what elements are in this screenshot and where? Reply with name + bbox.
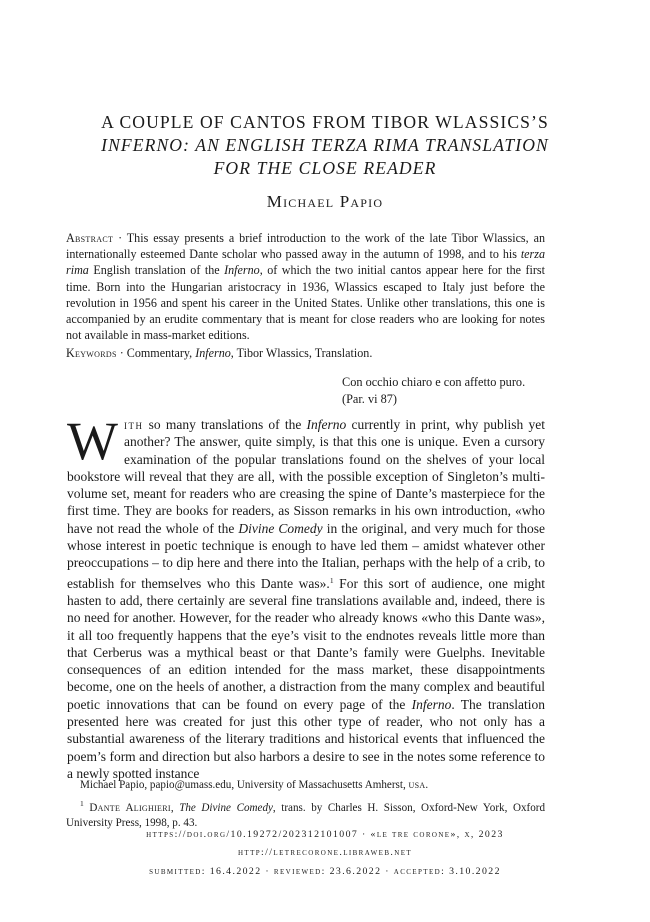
- keywords-label: Keywords: [66, 346, 117, 360]
- body-text: For this sort of audience, one might hasten to add, there certainly are several fine translations available and, indeed, there is no need for another. However, for the reader who already knows «who this Dante was», it all too frequently happens that the eye’s visit to the endnotes reveals little more than that Cerberus was a mythical beast or that Dante’s family were Guelphs. Inevitable consequences of an edition intended for the mass market, these disappointments become, one on the heels of another, a distraction from the many complex and beautiful poetic innovations that can be found on every page of the: [67, 575, 546, 712]
- keywords-separator: ·: [116, 346, 127, 360]
- body-paragraph: [67, 411, 546, 782]
- affiliation-text: Michael Papio, papio@umass.edu, University of Massachusetts Amherst,: [80, 779, 409, 791]
- footnote-ref[interactable]: 1: [329, 575, 334, 585]
- abstract-italic: Inferno: [224, 263, 260, 278]
- website-link[interactable]: http://letrecorone.libraweb.net: [237, 847, 413, 858]
- author-affiliation: [66, 778, 545, 793]
- footnote-author: Dante Alighieri: [89, 802, 171, 814]
- doi-line[interactable]: https://doi.org/10.19272/202312101007 · «le tre corone», x, 2023: [146, 829, 504, 840]
- footnote-text: , trans. by Charles H. Sisson, Oxford-New York, Oxford University Press, 1998, p. 43.: [66, 802, 545, 829]
- keywords: [66, 346, 545, 361]
- affiliation-country: usa: [408, 779, 426, 791]
- body-text: currently in print, why publish yet another? The answer, quite simply, is that this one is unique. Even a cursory examination of the popular translations found on the shelves of your local bookstore will reveal that they are all, with the possible exception of Singleton’s multi-volume set, meant for readers who are creasing the spine of Dante’s masterpiece for the first time. They are books for readers, as Sisson remarks in his own introduction, «who have not read the whole of the: [67, 417, 545, 536]
- keywords-text: Commentary,: [126, 346, 196, 360]
- footnote-number: 1: [80, 799, 84, 808]
- footnotes: [66, 778, 545, 831]
- body-text: in the original, and very much for those whose interest in poetic technique is enough to have led them – amidst whatever other preoccupations – to dip here and there into the Italian, perhaps with the help of a crib, to establish for themselves who this Dante was».: [67, 520, 545, 591]
- submission-dates: submitted: 16.4.2022 · reviewed: 23.6.2022 · accepted: 3.10.2022: [149, 866, 501, 877]
- epigraph-quote: Con occhio chiaro e con affetto puro.: [342, 375, 526, 389]
- footnote-italic: The Divine Comedy: [179, 802, 273, 814]
- epigraph-citation: (Par. vi 87): [342, 392, 397, 406]
- abstract-text: , of which the two initial cantos appear here for the first time. Born into the Hungarian aristocracy in 1936, Wlassics escaped to Italy just before the revolution in 1956 and spent his career in the United States. Unlike other translations, this one is accompanied by an erudite commentary that is meant for close readers who are looking for notes not available in mass-market editions.: [66, 263, 545, 343]
- abstract: [66, 230, 545, 343]
- abstract-italic: terza rima: [66, 247, 545, 278]
- body-text: so many translations of the: [143, 417, 307, 432]
- footnote-text: ,: [170, 802, 180, 814]
- epigraph: [342, 374, 525, 408]
- abstract-text: This essay presents a brief introduction to the work of the late Tibor Wlassics, an internationally esteemed Dante scholar who passed away in the autumn of 1998, and to his: [66, 231, 545, 262]
- footnote-1: [66, 796, 545, 831]
- body-italic: Divine Comedy: [238, 520, 323, 536]
- affiliation-end: .: [425, 779, 429, 791]
- article-title-line-1: A COUPLE OF CANTOS FROM TIBOR WLASSICS’S: [101, 112, 549, 132]
- keywords-italic: Inferno: [195, 346, 231, 360]
- body-italic: Inferno: [306, 417, 347, 432]
- author-name: Michael Papio: [266, 192, 384, 211]
- abstract-text: English translation of the: [88, 263, 225, 278]
- keywords-text: , Tibor Wlassics, Translation.: [230, 346, 373, 360]
- abstract-separator: ·: [113, 231, 127, 245]
- body-text: . The translation presented here was created for just this other type of reader, who not only has a substantial awareness of the literary traditions and historical events that influenced the poem’s form and direction but also harbors a desire to see in the notes some reference to a newly spotted instance: [67, 696, 545, 781]
- article-title-line-2: INFERNO: AN ENGLISH TERZA RIMA TRANSLATION: [101, 135, 549, 155]
- article-title-line-3: FOR THE CLOSE READER: [213, 158, 437, 178]
- abstract-label: Abstract: [66, 231, 114, 245]
- lead-in: ith: [123, 417, 144, 432]
- drop-cap: W: [67, 411, 118, 471]
- body-italic: Inferno: [411, 696, 452, 712]
